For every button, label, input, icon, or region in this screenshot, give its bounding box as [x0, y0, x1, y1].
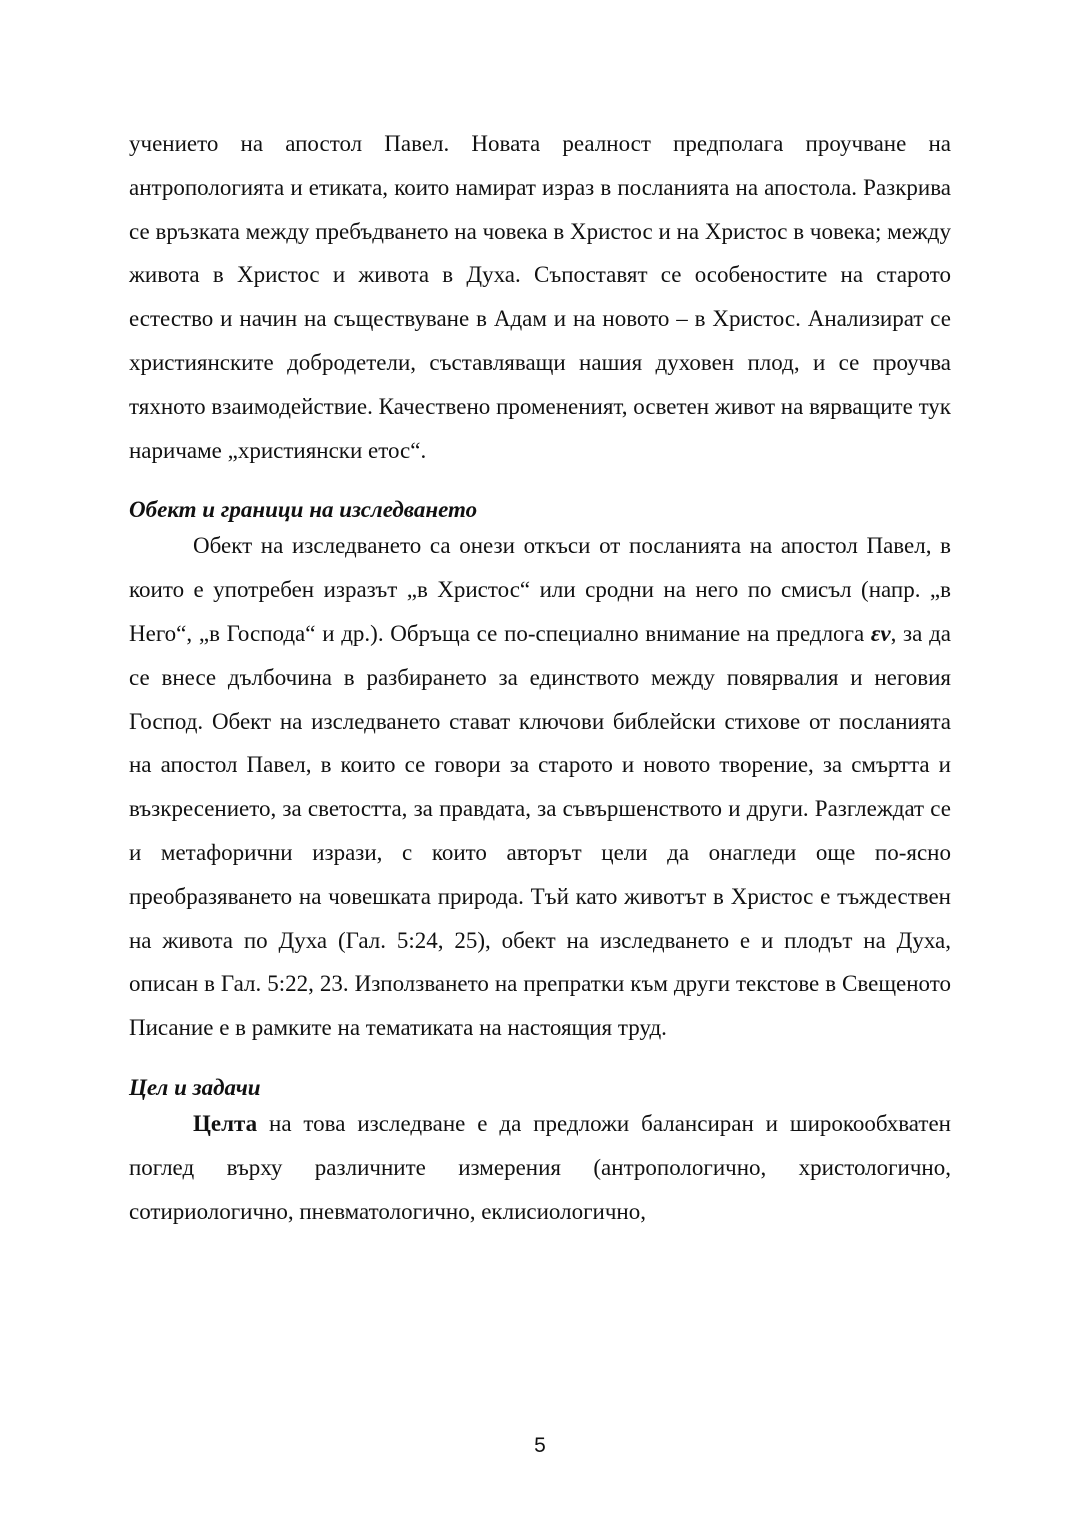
goals-bold-lead: Целта [193, 1110, 258, 1136]
goals-text: на това изследване е да предложи балансиран и широкообхватен поглед върху различните измерения (антропологично, христологично, сотириологично, пневматологично, еклисиологично, [129, 1110, 951, 1224]
greek-preposition: εν [870, 620, 891, 646]
spacer [129, 1050, 951, 1074]
section-heading-object: Обект и граници на изследването [129, 497, 478, 523]
section-heading-goals: Цел и задачи [129, 1074, 261, 1100]
object-text-part-1: Обект на изследването са онези откъси от посланията на апостол Павел, в които е употребен изразът „в Христос“ или сродни на него по смисъл (напр. „в Него“, „в Господа“ и др.). Обръща се по-специално внимание на предлога [129, 533, 951, 646]
goals-paragraph [129, 1102, 951, 1233]
page-number: 5 [534, 1434, 546, 1457]
spacer [129, 472, 951, 496]
intro-paragraph: учението на апостол Павел. Новата реалност предполага проучване на антропологията и етиката, които намират израз в посланията на апостола. Разкрива се връзката между пребъдването на човека в Христос и на Христос в човека; между живота в Христос и живота в Духа. Съпоставят се особеностите на старото естество и начин на съществуване в Адам и на новото – в Христос. Анализират се християнските добродетели, съставляващи нашия духовен плод, и се проучва тяхното взаимодействие. Качествено промененият, осветен живот на вярващите тук наричаме „християнски етос“. [129, 131, 951, 463]
object-text-part-2: , за да се внесе дълбочина в разбирането за единството между повярвалия и неговия Господ. Обект на изследването стават ключови библейски стихове от посланията на апостол Павел, в които се говори за старото и новото творение, за смъртта и възкресението, за светостта, за правдата, за съвършенството и други. Разглеждат се и метафорични изрази, с които авторът цели да онагледи още по-ясно преобразяването на човешката природа. Тъй като животът в Христос е тъждествен на живота по Духа (Гал. 5:24, 25), обект на изследването е и плодът на Духа, описан в Гал. 5:22, 23. Използването на препратки към други текстове в Свещеното Писание е в рамките на тематиката на настоящия труд. [129, 620, 951, 1041]
object-paragraph [129, 524, 951, 1050]
page-content [129, 122, 951, 1233]
